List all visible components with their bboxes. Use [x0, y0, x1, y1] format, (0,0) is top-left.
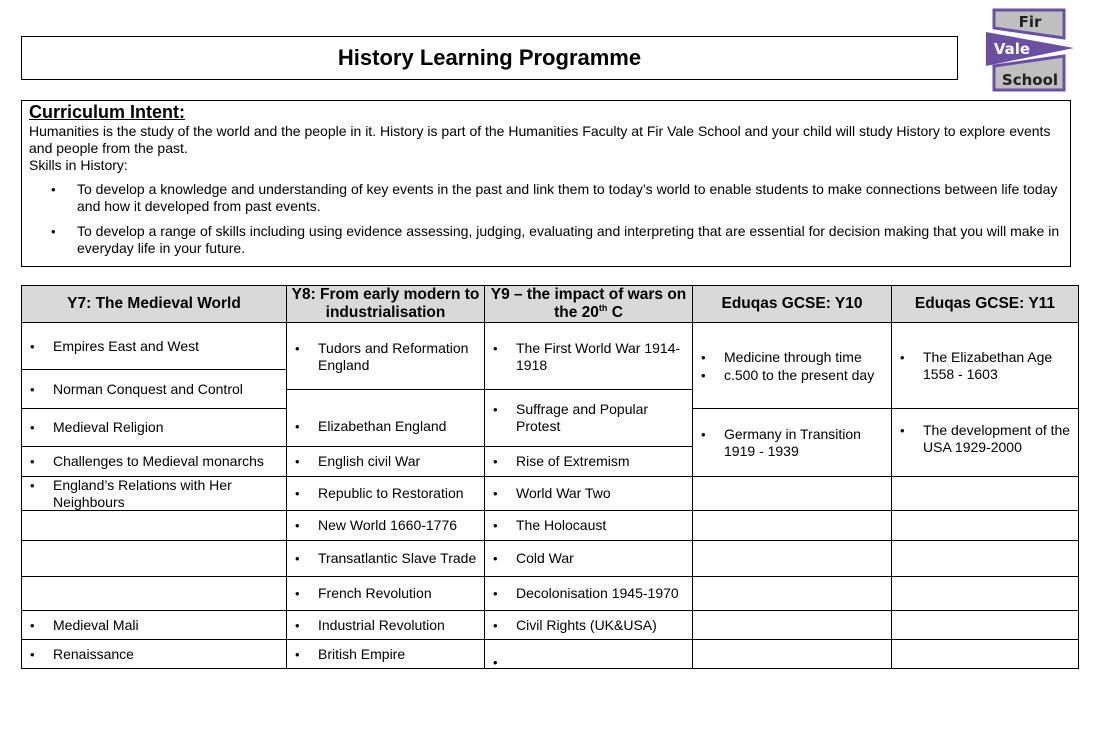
y9-cell: • The Holocaust: [485, 511, 693, 541]
y9-cell: [485, 640, 693, 669]
y9-cell: • Rise of Extremism: [485, 447, 693, 477]
page-title: History Learning Programme: [337, 45, 642, 70]
y10-cell-empty: [693, 511, 892, 541]
column-header-y11: Eduqas GCSE: Y11: [892, 285, 1079, 323]
y7-cell: • Empires East and West: [21, 323, 287, 370]
column-header-y9: Y9 – the impact of wars on the 20th C: [485, 285, 693, 323]
y11-cell-empty: [892, 577, 1079, 611]
y8-cell: • Republic to Restoration: [287, 477, 485, 511]
y10-cell: • Medicine through time • c.500 to the present day: [693, 323, 892, 409]
skills-label: Skills in History:: [29, 157, 128, 173]
y7-cell: • Norman Conquest and Control: [21, 370, 287, 409]
column-header-y8: Y8: From early modern to industrialisation: [287, 285, 485, 323]
y10-cell: • Germany in Transition 1919 - 1939: [693, 409, 892, 477]
y8-cell: • Industrial Revolution: [287, 611, 485, 640]
y8-cell: • British Empire: [287, 640, 485, 669]
y8-cell: • Tudors and Reformation England: [287, 323, 485, 390]
y11-cell: • The development of the USA 1929-2000: [892, 409, 1079, 477]
y8-cell: • Transatlantic Slave Trade: [287, 541, 485, 577]
svg-text:Fir: Fir: [1018, 13, 1042, 31]
column-header-y7: Y7: The Medieval World: [21, 285, 287, 323]
column-header-y10: Eduqas GCSE: Y10: [693, 285, 892, 323]
y7-cell-empty: [21, 511, 287, 541]
y7-cell-empty: [21, 541, 287, 577]
y9-cell: • The First World War 1914-1918: [485, 323, 693, 390]
y11-cell-empty: [892, 640, 1079, 669]
y10-cell-empty: [693, 640, 892, 669]
y8-cell: • New World 1660-1776: [287, 511, 485, 541]
y7-cell: • England’s Relations with Her Neighbours: [21, 477, 287, 511]
y10-cell-empty: [693, 611, 892, 640]
y11-cell-empty: [892, 611, 1079, 640]
y7-cell-empty: [21, 577, 287, 611]
skill-item: • To develop a knowledge and understanding of key events in the past and link them to today’s world to enable students to make connections between life today and how it developed from past events.: [29, 181, 1063, 215]
y8-cell: • French Revolution: [287, 577, 485, 611]
y9-cell: • Suffrage and Popular Protest: [485, 390, 693, 447]
y8-cell: • Elizabethan England: [287, 390, 485, 447]
skill-item: • To develop a range of skills including using evidence assessing, judging, evaluating and interpreting that are essential for decision making that you will make in everyday life in your future.: [29, 223, 1063, 257]
skills-list: [29, 181, 1063, 257]
y10-cell-empty: [693, 577, 892, 611]
title-box: [21, 36, 958, 80]
y11-cell-empty: [892, 477, 1079, 511]
intent-heading: Curriculum Intent:: [29, 102, 185, 122]
y9-cell: • Decolonisation 1945-1970: [485, 577, 693, 611]
y11-cell: • The Elizabethan Age 1558 - 1603: [892, 323, 1079, 409]
curriculum-intent-box: [21, 100, 1071, 267]
y11-cell-empty: [892, 541, 1079, 577]
fir-vale-school-logo-icon: [986, 8, 1076, 92]
y7-cell: • Renaissance: [21, 640, 287, 669]
y8-cell: • English civil War: [287, 447, 485, 477]
intent-body: Humanities is the study of the world and the people in it. History is part of the Humanities Faculty at Fir Vale School and your child will study History to explore events and people from the past.: [29, 123, 1051, 156]
y9-cell: • World War Two: [485, 477, 693, 511]
y9-cell: • Cold War: [485, 541, 693, 577]
y11-cell-empty: [892, 511, 1079, 541]
school-logo: [986, 8, 1076, 92]
y9-cell: • Civil Rights (UK&USA): [485, 611, 693, 640]
y7-cell: • Medieval Mali: [21, 611, 287, 640]
y10-cell-empty: [693, 541, 892, 577]
svg-text:Vale: Vale: [993, 40, 1031, 58]
y7-cell: • Challenges to Medieval monarchs: [21, 447, 287, 477]
svg-text:School: School: [1001, 71, 1059, 89]
programme-table: [21, 285, 1079, 669]
y7-cell: • Medieval Religion: [21, 409, 287, 447]
y10-cell-empty: [693, 477, 892, 511]
